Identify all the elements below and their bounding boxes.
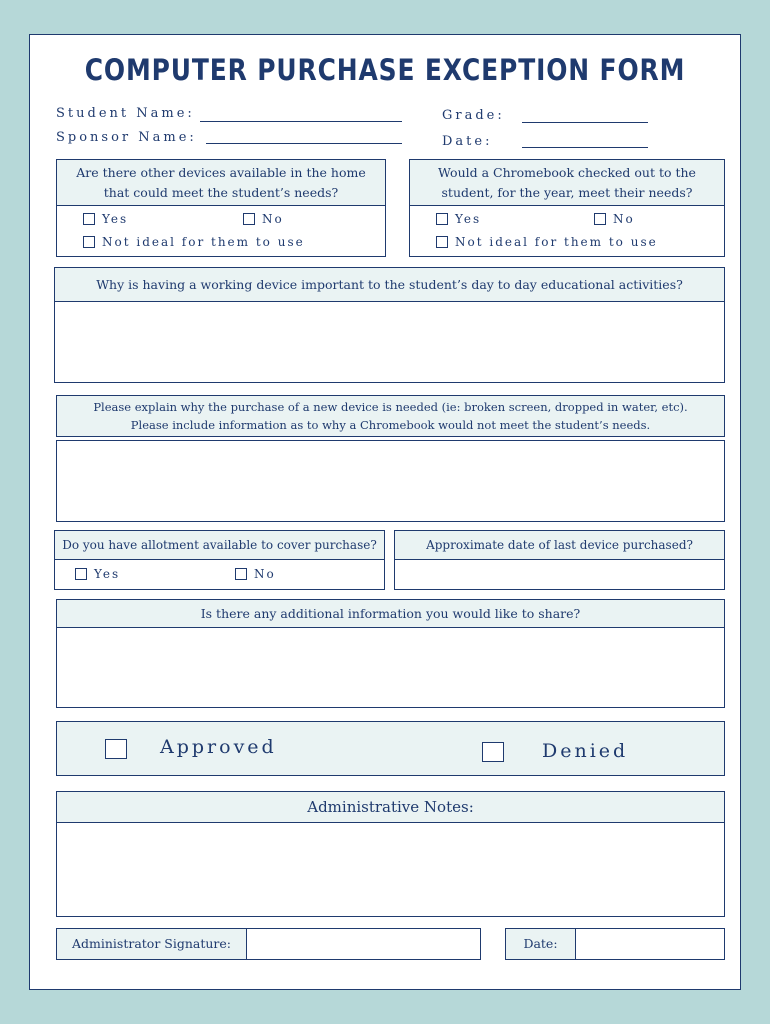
q1-not-ideal-option[interactable]: Not ideal for them to use: [83, 235, 305, 249]
last-purchase-answer[interactable]: [395, 560, 724, 589]
grade-label: Grade:: [442, 108, 505, 123]
allotment-question: Do you have allotment available to cover purchase?: [55, 531, 384, 560]
q2-not-ideal-option[interactable]: Not ideal for them to use: [436, 235, 658, 249]
purchase-explanation-answer[interactable]: [56, 440, 725, 522]
device-importance-question: Why is having a working device important to the student’s day to day educational activities?: [55, 268, 724, 302]
denied-checkbox[interactable]: [482, 742, 504, 762]
checkbox-icon[interactable]: [594, 213, 606, 225]
checkbox-icon[interactable]: [243, 213, 255, 225]
form-title: COMPUTER PURCHASE EXCEPTION FORM: [84, 53, 686, 87]
signature-label: Administrator Signature:: [57, 929, 247, 959]
admin-date-label: Date:: [506, 929, 576, 959]
form-page: [29, 34, 741, 990]
signature-field[interactable]: [248, 929, 480, 959]
checkbox-icon[interactable]: [235, 568, 247, 580]
grade-field[interactable]: [522, 122, 648, 123]
student-name-label: Student Name:: [56, 106, 195, 121]
q2-no-option[interactable]: No: [594, 212, 635, 226]
q1-yes-option[interactable]: Yes: [83, 212, 128, 226]
last-purchase-question: Approximate date of last device purchased?: [395, 531, 724, 560]
signature-section: [56, 928, 481, 960]
device-importance-answer[interactable]: [55, 302, 724, 382]
device-importance-section: [54, 267, 725, 383]
purchase-explanation-line1: Please explain why the purchase of a new device is needed (ie: broken screen, dropped in water, etc).: [93, 400, 688, 414]
date-label: Date:: [442, 134, 493, 149]
student-name-field[interactable]: [200, 121, 402, 122]
denied-label: Denied: [542, 740, 629, 762]
admin-date-field[interactable]: [577, 929, 724, 959]
chromebook-checkout-question: Would a Chromebook checked out to the student, for the year, meet their needs?: [410, 160, 724, 206]
approved-label: Approved: [160, 736, 277, 758]
admin-notes-section: [56, 791, 725, 917]
purchase-explanation-line2: Please include information as to why a Chromebook would not meet the student’s needs.: [130, 418, 651, 432]
checkbox-icon[interactable]: [436, 236, 448, 248]
chromebook-checkout-section: [409, 159, 725, 257]
additional-info-section: [56, 599, 725, 708]
devices-available-section: [56, 159, 386, 257]
purchase-explanation-header: [56, 395, 725, 437]
admin-notes-label: Administrative Notes:: [57, 792, 724, 823]
q5-no-option[interactable]: No: [235, 567, 276, 581]
date-field[interactable]: [522, 147, 648, 148]
admin-date-section: [505, 928, 725, 960]
additional-info-question: Is there any additional information you would like to share?: [57, 600, 724, 628]
additional-info-answer[interactable]: [57, 628, 724, 707]
approved-checkbox[interactable]: [105, 739, 127, 759]
devices-available-question: Are there other devices available in the home that could meet the student’s needs?: [57, 160, 385, 206]
q5-yes-option[interactable]: Yes: [75, 567, 120, 581]
q1-no-option[interactable]: No: [243, 212, 284, 226]
allotment-section: [54, 530, 385, 590]
sponsor-name-field[interactable]: [206, 143, 402, 144]
decision-section: [56, 721, 725, 776]
q2-yes-option[interactable]: Yes: [436, 212, 481, 226]
last-purchase-section: [394, 530, 725, 590]
checkbox-icon[interactable]: [75, 568, 87, 580]
checkbox-icon[interactable]: [83, 236, 95, 248]
sponsor-name-label: Sponsor Name:: [56, 130, 197, 145]
checkbox-icon[interactable]: [436, 213, 448, 225]
admin-notes-answer[interactable]: [57, 823, 724, 916]
checkbox-icon[interactable]: [83, 213, 95, 225]
